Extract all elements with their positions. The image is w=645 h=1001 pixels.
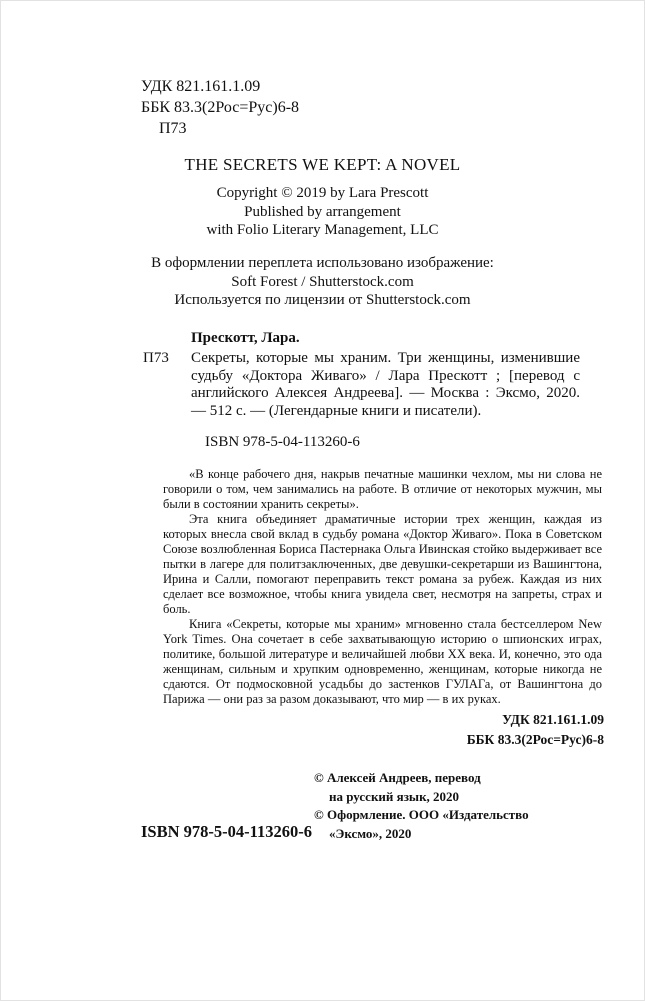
copyright-block [1,184,644,239]
annotation-paragraph: «В конце рабочего дня, накрыв печатные машинки чехлом, мы ни слова не говорили о том, чем занимались на работе. В отличие от некоторых мужчин, мы были в состоянии хранить секреты». [163,467,602,512]
authors-sign-top: П73 [159,119,187,137]
cover-credit-line: Используется по лицензии от Shutterstock.com [174,291,471,308]
cover-credit-block [1,254,644,309]
top-classification-block [141,77,644,139]
copyright-line: Copyright © 2019 by Lara Prescott [216,185,429,202]
bib-author: Прескотт, Лара. [191,330,300,347]
copyright-line: with Folio Literary Management, LLC [206,221,439,238]
annotation-block [163,467,602,707]
cover-credit-line: Soft Forest / Shutterstock.com [231,273,414,290]
credit-line: «Эксмо», 2020 [329,825,412,841]
copyright-line: Published by arrangement [244,203,401,220]
bibliographic-record [141,330,602,451]
credit-line: на русский язык, 2020 [329,788,460,804]
bottom-classification-block [1,710,604,749]
bib-isbn: ISBN 978-5-04-113260-6 [205,433,360,450]
book-title: THE SECRETS WE KEPT: A NOVEL [184,155,461,175]
authors-sign-bib: П73 [143,349,169,366]
isbn-bottom: ISBN 978-5-04-113260-6 [141,822,312,842]
credit-line: © Оформление. ООО «Издательство [314,807,529,823]
annotation-paragraph: Эта книга объединяет драматичные истории трех женщин, каждая из которых внесла свой вклад в судьбу романа «Доктор Живаго». Пока в Советском Союзе возлюбленная Бориса Пастернака Ольга Ивинская стойко выдерживает все пытки в лагере для политзаключенных, две девушки-секретарши из Вашингтона, Ирина и Салли, помогают переправить текст романа за рубеж. Каждая из них сделает все возможное, чтобы книга увидела свет, несмотря на запреты, страх и боль. [163,512,602,617]
bib-description: Секреты, которые мы храним. Три женщины, изменившие судьбу «Доктора Живаго» / Лара Прескотт ; [перевод с английского Алексея Андреева]. — Москва : Эксмо, 2020. — 512 с. — (Легендарные книги и писатели). [191,349,580,419]
bbk-top-text: ББК 83.3(2Рос=Рус)6-8 [141,98,300,116]
bottom-row [141,769,604,843]
cover-credit-line: В оформлении переплета использовано изображение: [151,255,494,272]
annotation-paragraph: Книга «Секреты, которые мы храним» мгновенно стала бестселлером New York Times. Она сочетает в себе захватывающую историю о шпионских играх, политике, большой литературе и величайшей любви XX века. И, конечно, это ода женщинам, сильным и хрупким одновременно, женщинам, которые никогда не сдаются. От подмосковной усадьбы до застенков ГУЛАГа, от Вашингтона до Парижа — они раз за разом доказывают, что мир — в их руках. [163,617,602,707]
bbk-bottom-text: ББК 83.3(2Рос=Рус)6-8 [466,731,604,747]
credits-block [314,769,604,843]
udk-bottom-text: УДК 821.161.1.09 [502,712,604,728]
udk-top-text: УДК 821.161.1.09 [141,78,261,95]
bib-entry [141,350,602,421]
credit-line: © Алексей Андреев, перевод [314,770,481,786]
